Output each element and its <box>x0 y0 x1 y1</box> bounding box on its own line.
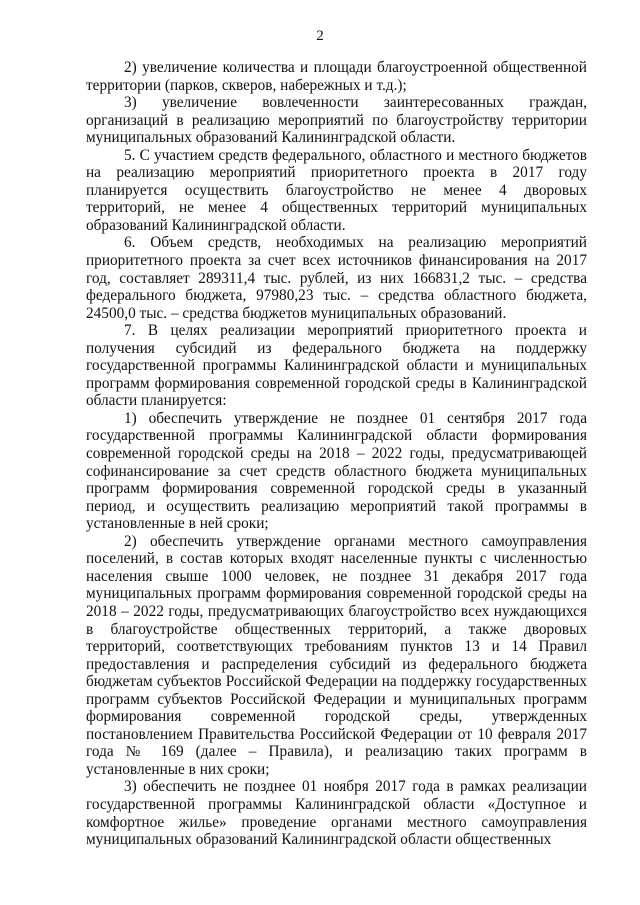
paragraph-subitem-1: 1) обеспечить утверждение не позднее 01 сентября 2017 года государственной программы Калининградской области формирования современной городской среды на 2018 – 2022 годы, предусматривающей софинансирование за счет средств областного бюджета муниципальных программ формирования современной городской среды в указанный период, и осуществить реализацию мероприятий такой программы в установленные в ней сроки; <box>86 409 587 533</box>
paragraph-section-6: 6. Объем средств, необходимых на реализацию мероприятий приоритетного проекта за счет всех источников финансирования на 2017 год, составляет 289311,4 тыс. рублей, из них 166831,2 тыс. – средства федерального бюджета, 97980,23 тыс. – средства областного бюджета, 24500,0 тыс. – средства бюджетов муниципальных образований. <box>86 234 587 322</box>
paragraph-item-2: 2) увеличение количества и площади благоустроенной общественной территории (парков, скверов, набережных и т.д.); <box>86 59 587 94</box>
paragraph-section-5: 5. С участием средств федерального, областного и местного бюджетов на реализацию мероприятий приоритетного проекта в 2017 году планируется осуществить благоустройство не менее 4 дворовых территорий, не менее 4 общественных территорий муниципальных образований Калининградской области. <box>86 146 587 234</box>
paragraph-section-7: 7. В целях реализации мероприятий приоритетного проекта и получения субсидий из федерального бюджета на поддержку государственной программы Калининградской области и муниципальных программ формирования современной городской среды в Калининградской области планируется: <box>86 322 587 410</box>
paragraph-item-3: 3) увеличение вовлеченности заинтересованных граждан, организаций в реализацию мероприятий по благоустройству территории муниципальных образований Калининградской области. <box>86 94 587 147</box>
paragraph-subitem-3: 3) обеспечить не позднее 01 ноября 2017 года в рамках реализации государственной программы Калининградской области «Доступное и комфортное жилье» проведение органами местного самоуправления муниципальных образований Калининградской области общественных <box>86 778 587 849</box>
page-number: 2 <box>316 28 324 44</box>
paragraph-subitem-2: 2) обеспечить утверждение органами местного самоуправления поселений, в состав которых входят населенные пункты с численностью населения свыше 1000 человек, не позднее 31 декабря 2017 года муниципальных программ формирования современной городской среды на 2018 – 2022 годы, предусматривающих благоустройство всех нуждающихся в благоустройстве общественных территорий, а также дворовых территорий, соответствующих требованиям пунктов 13 и 14 Правил предоставления и распределения субсидий из федерального бюджета бюджетам субъектов Российской Федерации на поддержку государственных программ субъектов Российской Федерации и муниципальных программ формирования современной городской среды, утвержденных постановлением Правительства Российской Федерации от 10 февраля 2017 года № 169 (далее – Правила), и реализацию таких программ в установленные в них сроки; <box>86 532 587 778</box>
document-body <box>86 59 587 849</box>
